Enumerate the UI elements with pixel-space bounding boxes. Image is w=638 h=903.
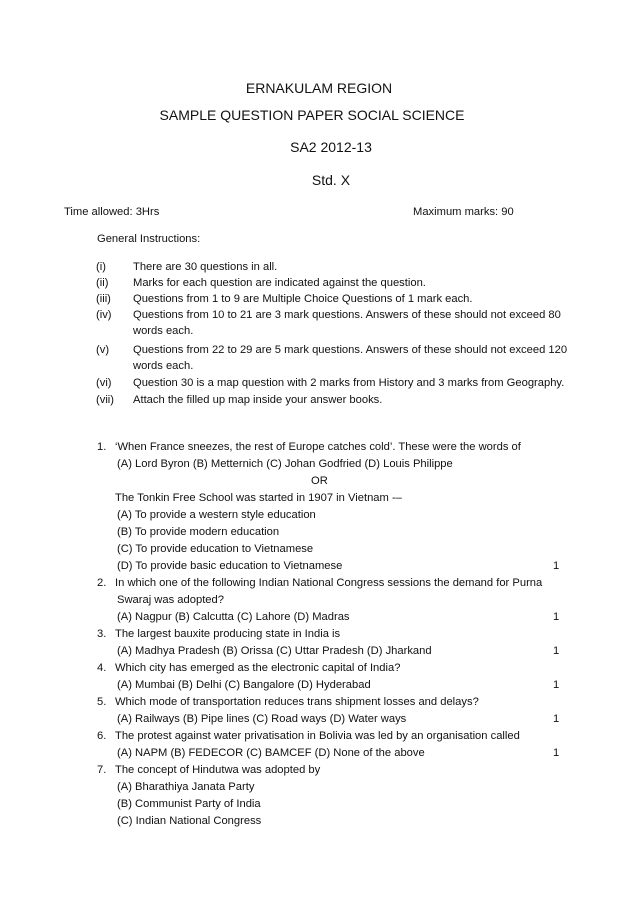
question-mark: 1 <box>553 747 560 759</box>
instruction-text: words each. <box>133 325 194 337</box>
question-mark: 1 <box>553 645 560 657</box>
instruction-num: (i) <box>96 261 106 273</box>
question-text: The Tonkin Free School was started in 1907 in Vietnam -– <box>115 492 402 504</box>
instruction-text: Questions from 1 to 9 are Multiple Choice Questions of 1 mark each. <box>133 293 473 305</box>
question-number: 6. <box>97 730 107 742</box>
or-label: OR <box>311 475 328 487</box>
question-text: The protest against water privatisation in Bolivia was led by an organisation called <box>115 730 520 742</box>
question-options: (A) Mumbai (B) Delhi (C) Bangalore (D) Hyderabad <box>117 679 371 691</box>
instruction-text: Questions from 22 to 29 are 5 mark questions. Answers of these should not exceed 120 <box>133 344 568 356</box>
question-number: 3. <box>97 628 107 640</box>
instruction-num: (v) <box>96 344 110 356</box>
question-mark: 1 <box>553 679 560 691</box>
time-allowed: Time allowed: 3Hrs <box>64 206 160 218</box>
region-title: ERNAKULAM REGION <box>245 80 393 96</box>
instruction-text: Question 30 is a map question with 2 marks from History and 3 marks from Geography. <box>133 377 565 389</box>
instruction-num: (ii) <box>96 277 109 289</box>
instructions-title: General Instructions: <box>97 233 201 245</box>
option-line: (B) To provide modern education <box>117 526 280 538</box>
question-text: In which one of the following Indian National Congress sessions the demand for Purna <box>115 577 543 589</box>
option-line: (D) To provide basic education to Vietnamese <box>117 560 343 572</box>
question-options: (A) Lord Byron (B) Metternich (C) Johan Godfried (D) Louis Philippe <box>117 458 453 470</box>
instruction-text: There are 30 questions in all. <box>133 261 278 273</box>
instruction-num: (vi) <box>96 377 112 389</box>
question-number: 1. <box>97 441 107 453</box>
instruction-text: Attach the filled up map inside your answer books. <box>133 394 383 406</box>
question-text: The concept of Hindutwa was adopted by <box>115 764 321 776</box>
option-line: (B) Communist Party of India <box>117 798 261 810</box>
instruction-num: (iv) <box>96 309 112 321</box>
question-text: Which mode of transportation reduces trans shipment losses and delays? <box>115 696 479 708</box>
question-text: Which city has emerged as the electronic capital of India? <box>115 662 401 674</box>
paper-title: SAMPLE QUESTION PAPER SOCIAL SCIENCE <box>159 107 465 123</box>
maximum-marks: Maximum marks: 90 <box>413 206 514 218</box>
instruction-num: (iii) <box>96 293 111 305</box>
question-text: ‘When France sneezes, the rest of Europe catches cold’. These were the words of <box>115 441 521 453</box>
instruction-num: (vii) <box>96 394 115 406</box>
instruction-text: Questions from 10 to 21 are 3 mark questions. Answers of these should not exceed 80 <box>133 309 561 321</box>
question-mark: 1 <box>553 560 560 572</box>
question-text: Swaraj was adopted? <box>117 594 224 606</box>
option-line: (A) Bharathiya Janata Party <box>117 781 255 793</box>
option-line: (C) Indian National Congress <box>117 815 262 827</box>
std-title: Std. X <box>311 172 351 188</box>
option-line: (C) To provide education to Vietnamese <box>117 543 314 555</box>
session-title: SA2 2012-13 <box>290 139 372 155</box>
question-mark: 1 <box>553 713 560 725</box>
question-mark: 1 <box>553 611 560 623</box>
question-number: 7. <box>97 764 107 776</box>
question-number: 2. <box>97 577 107 589</box>
question-text: The largest bauxite producing state in India is <box>115 628 341 640</box>
instruction-text: Marks for each question are indicated against the question. <box>133 277 426 289</box>
question-number: 5. <box>97 696 107 708</box>
question-options: (A) Nagpur (B) Calcutta (C) Lahore (D) Madras <box>117 611 350 623</box>
question-options: (A) Madhya Pradesh (B) Orissa (C) Uttar Pradesh (D) Jharkand <box>117 645 432 657</box>
question-options: (A) Railways (B) Pipe lines (C) Road ways (D) Water ways <box>117 713 407 725</box>
option-line: (A) To provide a western style education <box>117 509 316 521</box>
instruction-text: words each. <box>133 360 194 372</box>
question-number: 4. <box>97 662 107 674</box>
question-options: (A) NAPM (B) FEDECOR (C) BAMCEF (D) None of the above <box>117 747 425 759</box>
